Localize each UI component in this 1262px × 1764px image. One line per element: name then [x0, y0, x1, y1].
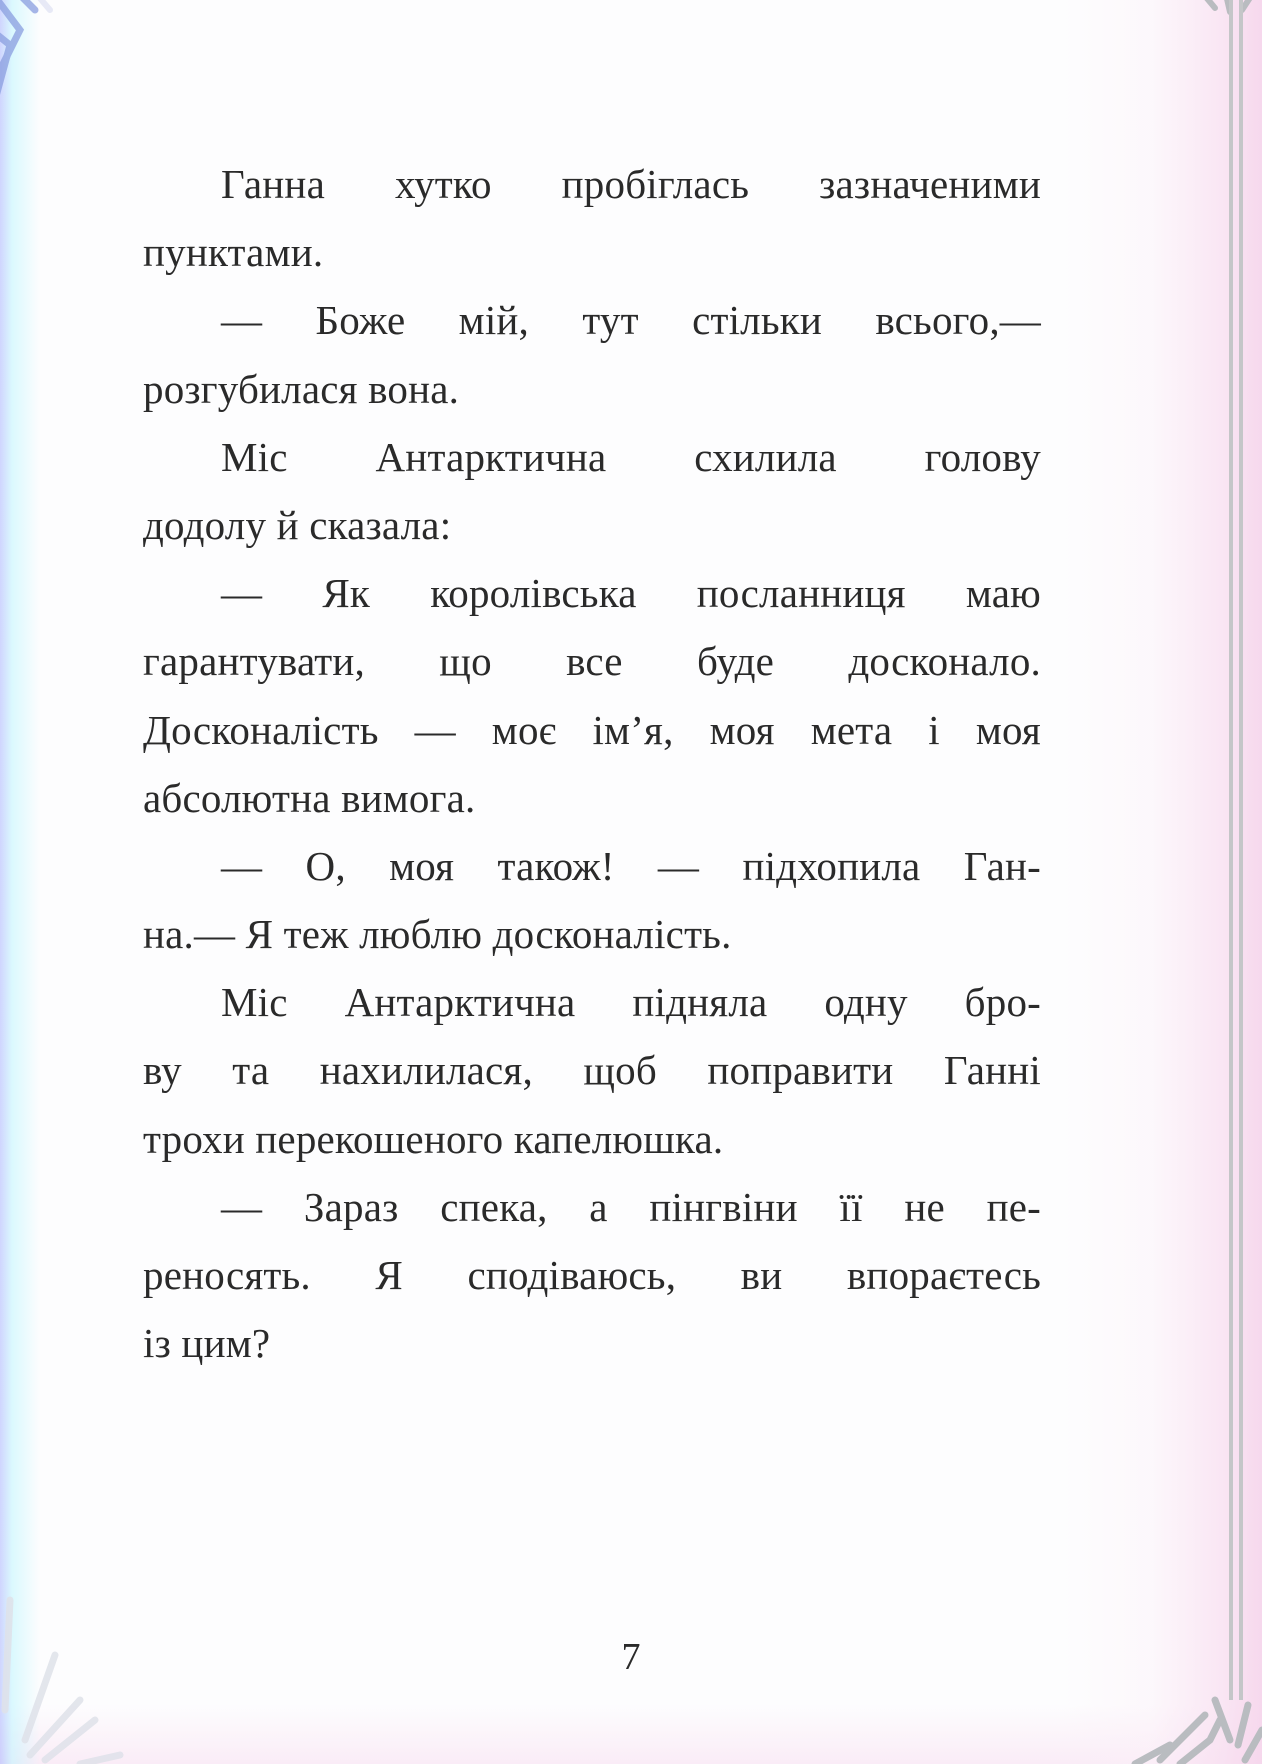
text-line: гарантувати, що все буде досконало. — [143, 638, 1041, 685]
snowflake-bottom-right-icon — [1130, 1690, 1262, 1764]
text-line: Ганна хутко пробіглась зазначеними — [221, 161, 1041, 207]
text-line: пунктами. — [143, 229, 324, 276]
paragraph — [143, 150, 1041, 286]
text-line: на.— Я теж люблю досконалість. — [143, 911, 732, 958]
snowflake-top-left-icon — [0, 0, 90, 110]
snowflake-top-right-icon — [1170, 0, 1262, 30]
text-line: реносять. Я сподіваюсь, ви впораєтесь — [143, 1252, 1041, 1298]
text-line: ву та нахилилася, щоб поправити Ганні — [143, 1047, 1041, 1094]
text-line: Міс Антарктична підняла одну бро- — [221, 979, 1041, 1026]
text-line: — Боже мій, тут стільки всього,— — [221, 297, 1041, 344]
text-line: розгубилася вона. — [143, 365, 460, 412]
text-line: трохи перекошеного капелюшка. — [143, 1115, 724, 1162]
paragraph — [143, 559, 1041, 832]
paragraph — [143, 968, 1041, 1173]
text-line: — Зараз спека, а пінгвіни її не пе- — [221, 1183, 1041, 1230]
text-line: Міс Антарктична схилила голову — [221, 433, 1041, 480]
frame-line-inner — [1229, 0, 1233, 1700]
paragraph — [143, 423, 1041, 559]
paragraph — [143, 1173, 1041, 1378]
body-text — [143, 150, 1041, 1377]
text-line: абсолютна вимога. — [143, 774, 476, 821]
frame-line-outer — [1239, 0, 1243, 1700]
page-number: 7 — [621, 1636, 641, 1678]
text-line: із цим? — [143, 1320, 271, 1367]
text-line: — О, моя також! — підхопила Ган- — [221, 842, 1041, 889]
text-line: — Як королівська посланниця маю — [221, 570, 1041, 617]
text-line: Досконалість — моє ім’я, моя мета і моя — [143, 706, 1041, 753]
text-line: додолу й сказала: — [143, 501, 452, 548]
paragraph — [143, 832, 1041, 968]
paragraph — [143, 286, 1041, 422]
